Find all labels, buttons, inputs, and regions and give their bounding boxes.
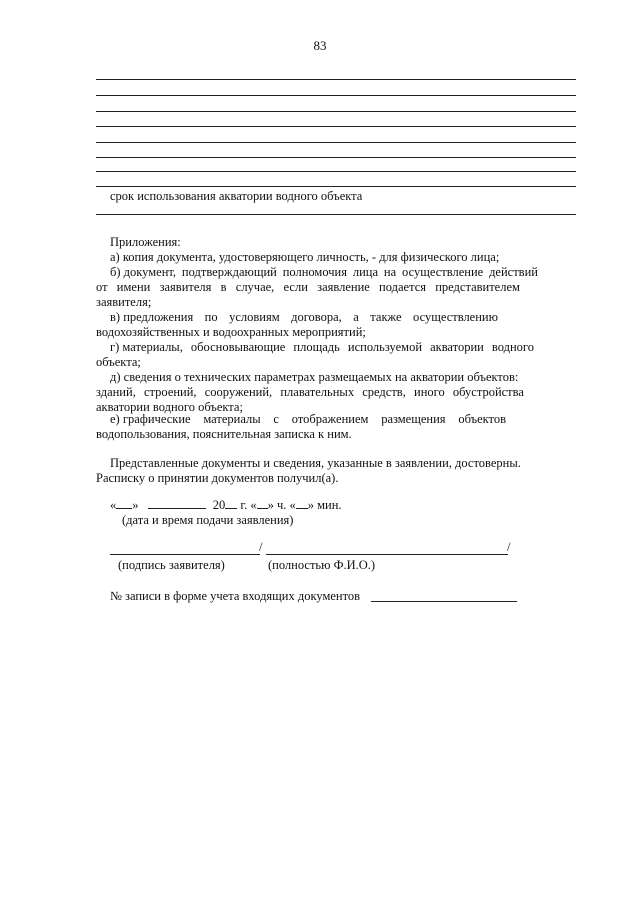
attachment-d-line2	[96, 385, 524, 400]
word: материалы	[203, 412, 261, 426]
word: по	[204, 310, 218, 324]
word: от	[96, 280, 108, 294]
word: б) документ,	[110, 265, 177, 279]
water-area-term-label: срок использования акватории водного объекта	[110, 189, 363, 203]
record-number-line[interactable]	[371, 601, 517, 602]
day-blank[interactable]	[116, 497, 132, 509]
word: иного	[414, 385, 445, 399]
word: в) предложения	[110, 310, 194, 324]
word: используемой	[347, 340, 423, 354]
signature-separator: /	[507, 540, 511, 554]
word: случае,	[235, 280, 275, 294]
word: на	[383, 265, 397, 279]
word: с	[273, 412, 279, 426]
word: представителем	[435, 280, 520, 294]
close-quote: »	[307, 498, 315, 512]
word: строений,	[144, 385, 197, 399]
form-blank-line[interactable]	[96, 95, 576, 96]
open-quote: «	[110, 498, 117, 512]
word: подается	[379, 280, 426, 294]
close-quote: »	[267, 498, 274, 512]
year-suffix: г.	[240, 498, 248, 512]
full-name-line[interactable]	[266, 554, 508, 555]
water-area-term-line[interactable]	[96, 214, 576, 215]
minutes-label: мин.	[317, 498, 342, 512]
form-blank-line[interactable]	[96, 186, 576, 187]
word: осуществление	[402, 265, 484, 279]
word: лица	[352, 265, 379, 279]
year-blank[interactable]	[225, 497, 237, 509]
datetime-caption: (дата и время подачи заявления)	[122, 513, 294, 527]
word: обустройства	[452, 385, 524, 399]
form-blank-line[interactable]	[96, 79, 576, 80]
close-quote: »	[132, 498, 139, 512]
word: а	[353, 310, 359, 324]
attachment-d-line1: д) сведения о технических параметрах размещаемых на акватории объектов:	[110, 370, 519, 384]
attachment-g-line2: объекта;	[96, 355, 141, 369]
attachment-b-line3: заявителя;	[96, 295, 152, 309]
word: полномочия	[282, 265, 347, 279]
word: условиям	[229, 310, 280, 324]
word: в	[220, 280, 227, 294]
word: имени	[116, 280, 151, 294]
word: г) материалы,	[110, 340, 183, 354]
signature-line[interactable]	[110, 554, 260, 555]
attachment-v-line2: водохозяйственных и водоохранных мероприятий;	[96, 325, 366, 339]
word: акватории	[430, 340, 484, 354]
signature-caption: (подпись заявителя)	[118, 558, 225, 572]
datetime-row	[110, 497, 342, 513]
attachment-b-line2	[96, 280, 520, 295]
word: также	[370, 310, 402, 324]
word: заявителя	[159, 280, 212, 294]
confirmation-line2: Расписку о принятии документов получил(а).	[96, 471, 339, 485]
record-label: № записи в форме учета входящих документов	[110, 589, 361, 603]
year-prefix: 20	[212, 498, 226, 512]
word: средств,	[362, 385, 406, 399]
open-quote: «	[250, 498, 257, 512]
open-quote: «	[289, 498, 296, 512]
form-blank-line[interactable]	[96, 142, 576, 143]
form-blank-line[interactable]	[96, 126, 576, 127]
form-blank-line[interactable]	[96, 171, 576, 172]
attachment-d-line3: акватории водного объекта;	[96, 400, 243, 414]
confirmation-line1: Представленные документы и сведения, указанные в заявлении, достоверны.	[110, 456, 521, 470]
form-blank-line[interactable]	[96, 157, 576, 158]
word: отображением	[291, 412, 369, 426]
full-name-caption: (полностью Ф.И.О.)	[268, 558, 376, 572]
word: размещения	[381, 412, 446, 426]
word: договора,	[291, 310, 342, 324]
month-blank[interactable]	[148, 497, 206, 509]
minutes-blank[interactable]	[296, 497, 308, 509]
attachment-e-line1	[110, 412, 506, 427]
form-blank-line[interactable]	[96, 111, 576, 112]
word: водного	[491, 340, 534, 354]
attachment-g-line1	[110, 340, 534, 355]
attachments-heading: Приложения:	[110, 235, 181, 249]
word: зданий,	[96, 385, 136, 399]
attachment-e-line2: водопользования, пояснительная записка к ним.	[96, 427, 352, 441]
signature-separator: /	[259, 540, 263, 554]
word: объектов	[458, 412, 506, 426]
word: осуществлению	[413, 310, 498, 324]
hours-blank[interactable]	[257, 497, 268, 509]
word: сооружений,	[204, 385, 273, 399]
page-number: 83	[313, 38, 327, 53]
word: плавательных	[280, 385, 355, 399]
word: площадь	[293, 340, 340, 354]
word: обосновывающие	[190, 340, 286, 354]
hours-label: ч.	[276, 498, 287, 512]
attachment-v-line1	[110, 310, 498, 325]
attachment-b-line1	[110, 265, 538, 280]
word: если	[283, 280, 308, 294]
attachment-a: а) копия документа, удостоверяющего личность, - для физического лица;	[110, 250, 500, 264]
word: е) графические	[110, 412, 191, 426]
word: действий	[489, 265, 538, 279]
word: заявление	[317, 280, 370, 294]
word: подтверждающий	[181, 265, 277, 279]
